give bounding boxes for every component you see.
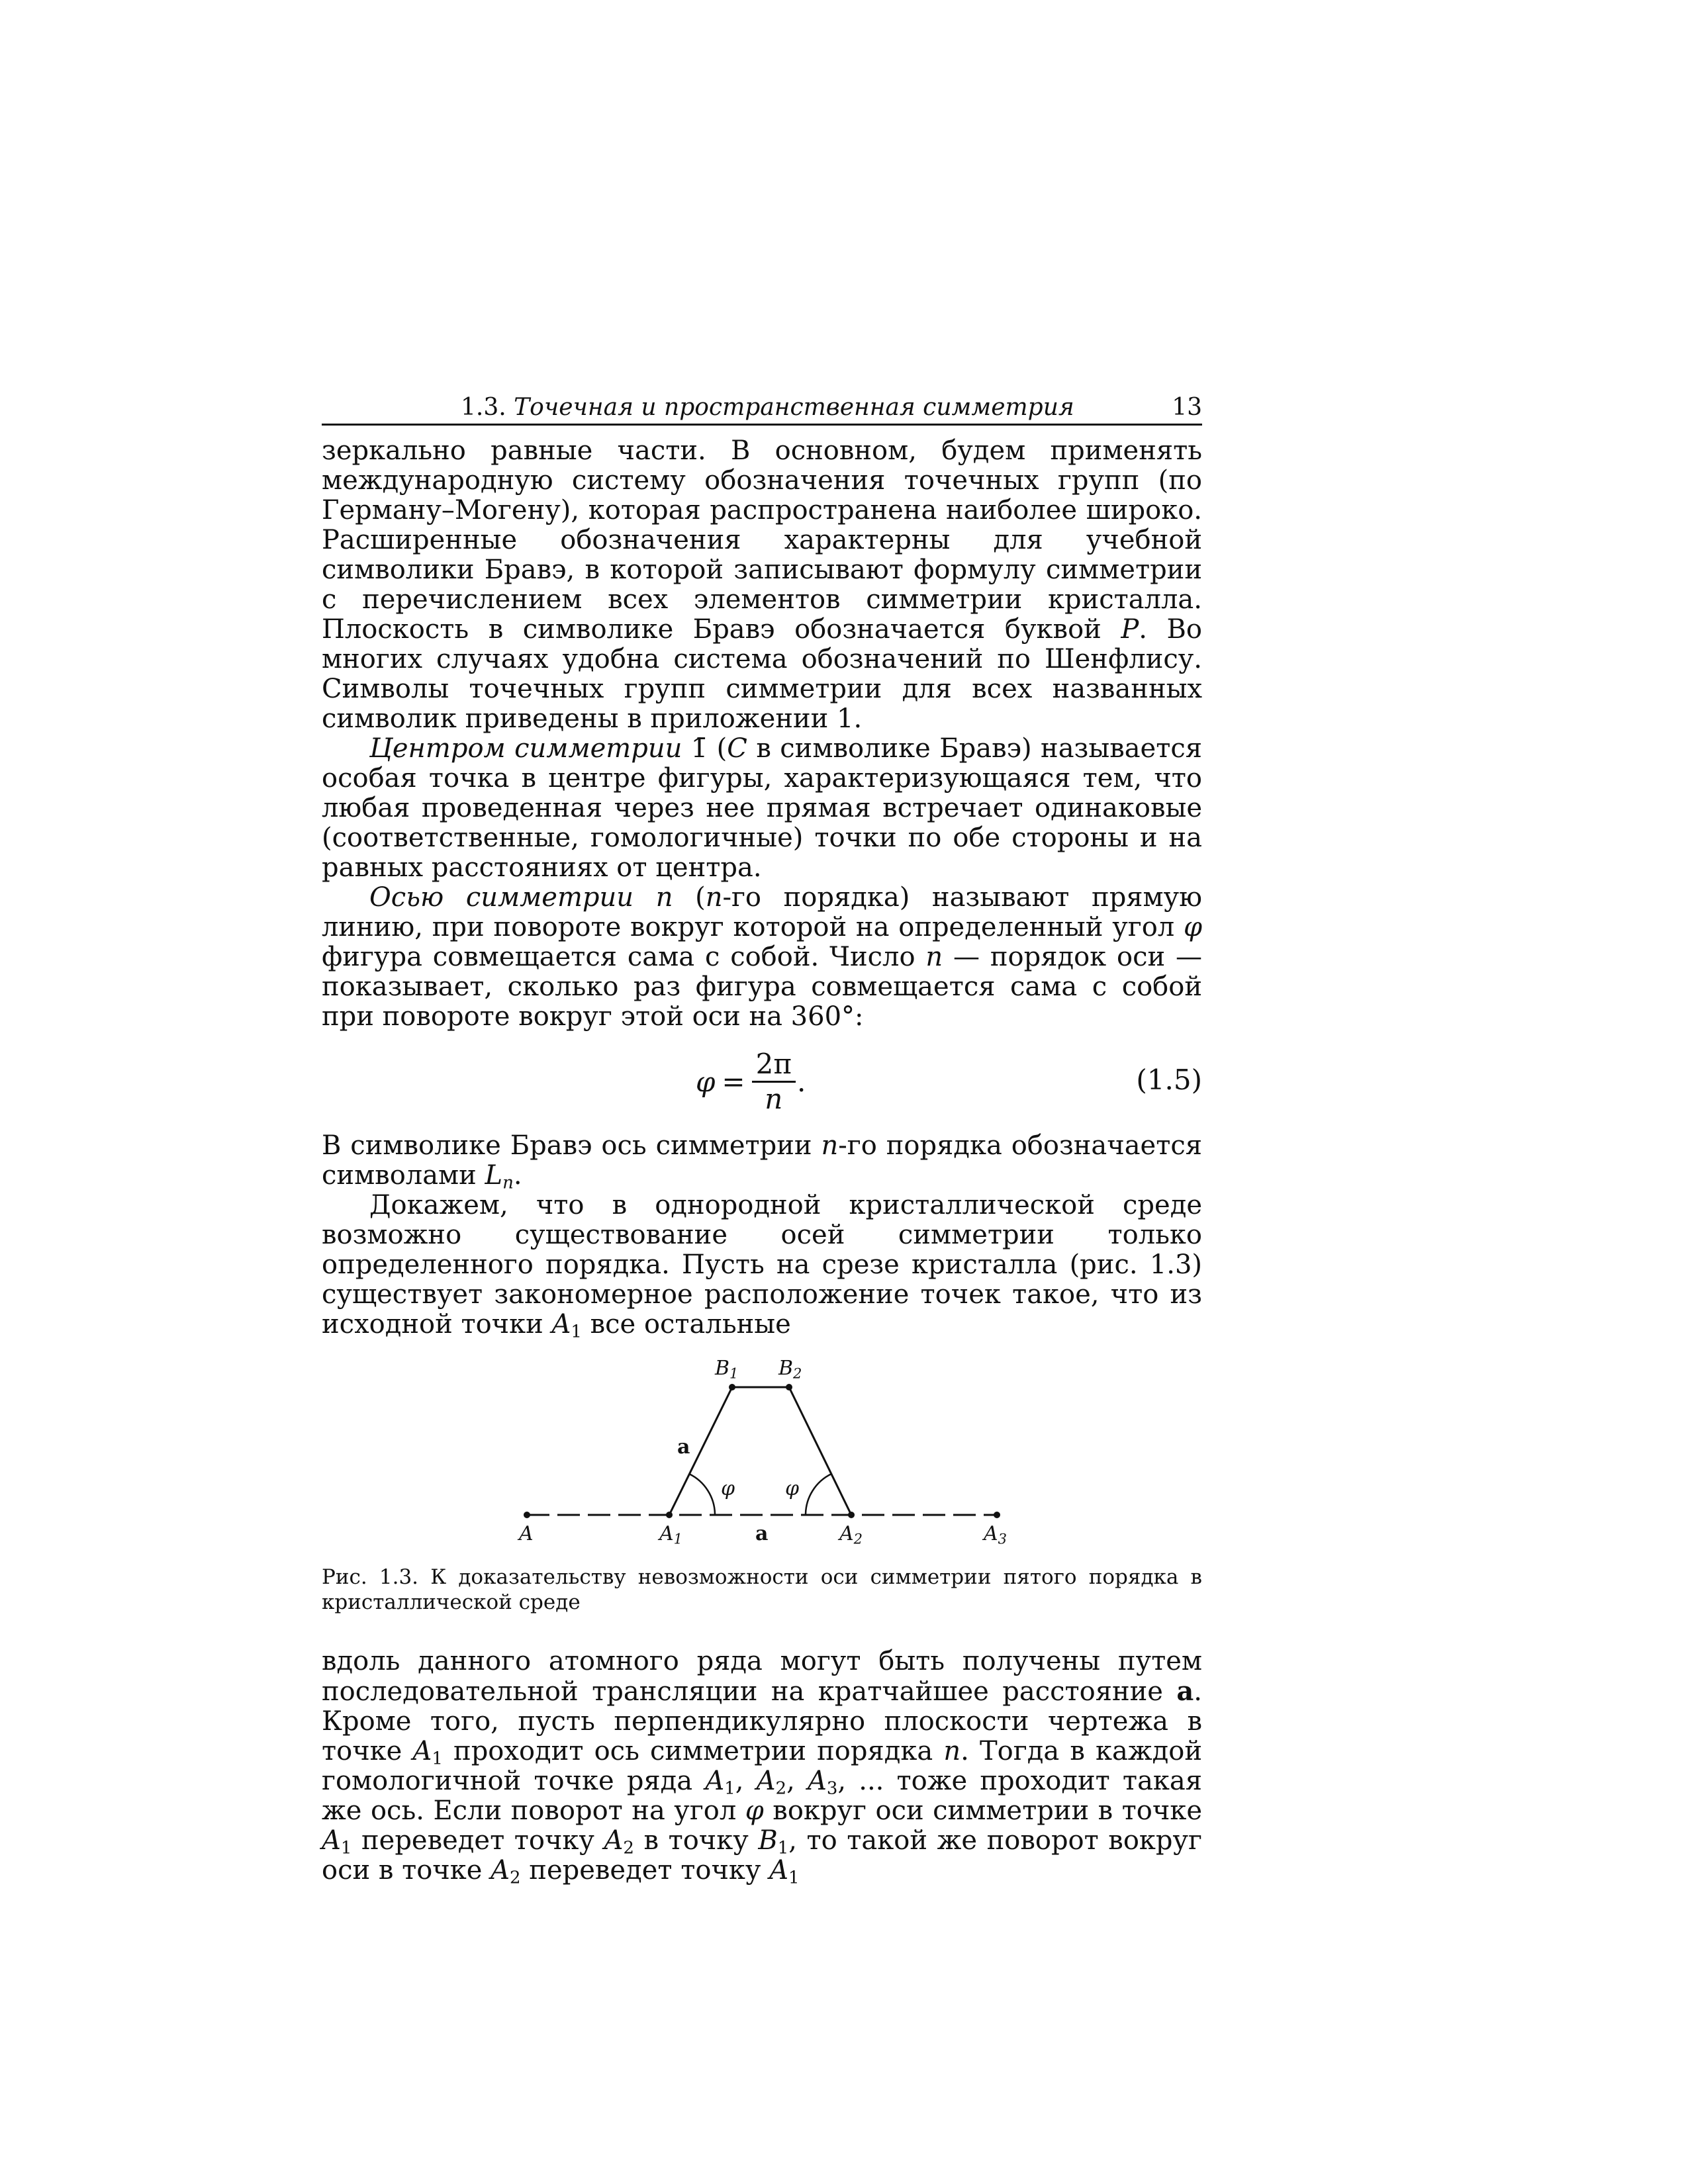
equals-sign: = bbox=[722, 1066, 745, 1098]
term: Центром симметрии bbox=[369, 733, 682, 764]
section-number: 1.3. bbox=[461, 394, 506, 421]
angle-arc-right bbox=[806, 1474, 831, 1515]
text: В символике Бравэ ось симметрии bbox=[322, 1130, 821, 1161]
math-var: A bbox=[322, 1825, 341, 1856]
label-base-a: a bbox=[755, 1522, 769, 1545]
text: Докажем, что в однородной кристаллической среде возможно существование осей симметрии только определенного порядка. Пусть на срезе кристалла (рис. 1.3) существует закономерное расположение точек такое, что из исходной точки bbox=[322, 1190, 1202, 1340]
text: . Во многих случаях удобна система обозначений по Шенфлису. Символы точечных групп симметрии для всех названных символик приведены в приложении 1. bbox=[322, 614, 1203, 734]
label-sub: 1 bbox=[673, 1531, 683, 1547]
text: зеркально равные части. В основном, будем применять международную систему обозначения точечных групп (по Герману–Могену), которая распространена наиболее широко. Расширенные обозначения характерны для учебной символики Бравэ, в которой записывают формулу симметрии с перечислением всех элементов симметрии кристалла. Плоскость в символике Бравэ обозначается буквой bbox=[322, 435, 1202, 645]
paragraph-5 bbox=[322, 1191, 1202, 1340]
math-var: A bbox=[807, 1766, 827, 1796]
text: . Тогда в каждой гомологичной точке ряда bbox=[322, 1736, 1202, 1796]
figure-1-3 bbox=[322, 1359, 1202, 1558]
label-b1 bbox=[715, 1357, 738, 1380]
vector-a: a bbox=[1176, 1676, 1194, 1707]
paragraph-6 bbox=[322, 1647, 1202, 1886]
math-var: φ bbox=[745, 1796, 764, 1826]
section-title: Точечная и пространственная симметрия bbox=[514, 394, 1074, 421]
text: , то такой же поворот вокруг оси в точке bbox=[322, 1825, 1203, 1886]
text: , ... тоже проходит такая же ось. Если поворот на угол bbox=[322, 1766, 1202, 1826]
text: фигура совмещается сама с собой. Число bbox=[322, 942, 926, 972]
label-letter: B bbox=[715, 1357, 730, 1380]
numerator: 2π bbox=[752, 1048, 796, 1083]
math-sub: 1 bbox=[571, 1322, 582, 1342]
math-sub: 2 bbox=[510, 1868, 521, 1888]
text: , bbox=[735, 1766, 757, 1796]
point-a bbox=[524, 1512, 530, 1518]
label-phi-left: φ bbox=[721, 1477, 735, 1500]
equation-period: . bbox=[796, 1066, 806, 1098]
page-number: 13 bbox=[1172, 394, 1202, 421]
text: — порядок оси — показывает, сколько раз фигура совмещается сама с собой при повороте вокруг этой оси на 360°: bbox=[322, 942, 1202, 1032]
text: переведет точку bbox=[352, 1825, 604, 1856]
math-symbol: 1̄ bbox=[690, 733, 708, 764]
math-var: C bbox=[727, 733, 747, 764]
text: ( bbox=[673, 882, 706, 913]
label-b2 bbox=[778, 1357, 802, 1380]
label-letter: A bbox=[839, 1522, 854, 1545]
label-sub: 2 bbox=[793, 1365, 802, 1382]
label-a: A bbox=[519, 1522, 534, 1545]
paragraph-3 bbox=[322, 883, 1202, 1032]
fraction bbox=[752, 1048, 796, 1116]
page bbox=[322, 389, 1202, 1886]
math-var: A bbox=[756, 1766, 776, 1796]
label-phi-right: φ bbox=[785, 1477, 800, 1500]
math-var: P bbox=[1121, 614, 1139, 645]
math-var: n bbox=[821, 1130, 839, 1161]
text: переведет точку bbox=[520, 1855, 770, 1886]
math-sub: 1 bbox=[777, 1838, 789, 1858]
text: -го порядка обозначается символами bbox=[322, 1130, 1202, 1191]
equation-1-5 bbox=[322, 1032, 1202, 1131]
label-sub: 1 bbox=[729, 1365, 739, 1382]
label-side-a: a bbox=[677, 1435, 690, 1459]
equation-lhs: φ bbox=[696, 1066, 716, 1098]
text: ( bbox=[708, 733, 727, 764]
paragraph-4 bbox=[322, 1131, 1202, 1191]
figure-caption: Рис. 1.3. К доказательству невозможности оси симметрии пятого порядка в кристаллической среде bbox=[322, 1565, 1202, 1614]
label-sub: 2 bbox=[853, 1531, 863, 1547]
paragraph-2 bbox=[322, 734, 1202, 883]
point-a2 bbox=[848, 1512, 855, 1518]
text: проходит ось симметрии порядка bbox=[442, 1736, 944, 1766]
point-b2 bbox=[786, 1384, 792, 1390]
math-var: n bbox=[655, 882, 673, 913]
math-var: n bbox=[925, 942, 943, 972]
text: . Кроме того, пусть перпендикулярно плоскости чертежа в точке bbox=[322, 1676, 1202, 1766]
running-head bbox=[322, 389, 1202, 426]
math-var: A bbox=[769, 1855, 789, 1886]
label-a3 bbox=[984, 1522, 1007, 1545]
paragraph-1 bbox=[322, 436, 1202, 734]
equation-number: (1.5) bbox=[1136, 1064, 1202, 1096]
label-sub: 3 bbox=[998, 1531, 1008, 1547]
math-var: φ bbox=[1183, 912, 1202, 942]
label-letter: A bbox=[984, 1522, 998, 1545]
term: Осью симметрии bbox=[369, 882, 634, 913]
denominator: n bbox=[765, 1083, 783, 1115]
angle-arc-left bbox=[689, 1474, 715, 1515]
point-a1 bbox=[666, 1512, 673, 1518]
math-var: A bbox=[412, 1736, 432, 1766]
math-var: L bbox=[485, 1160, 503, 1191]
text: в символике Бравэ) называется особая точка в центре фигуры, характеризующаяся тем, что любая проведенная через нее прямая встречает одинаковые (соответственные, гомологичные) точки по обе стороны и на равных расстояниях от центра. bbox=[322, 733, 1202, 883]
math-sub: 1 bbox=[432, 1749, 443, 1769]
math-var: A bbox=[604, 1825, 624, 1856]
text: , bbox=[786, 1766, 808, 1796]
equation-body bbox=[696, 1048, 806, 1116]
math-sub: 3 bbox=[826, 1778, 838, 1799]
math-sub: 1 bbox=[788, 1868, 800, 1888]
point-a3 bbox=[994, 1512, 1000, 1518]
math-var: n bbox=[943, 1736, 961, 1766]
text: все остальные bbox=[581, 1309, 791, 1340]
point-b1 bbox=[729, 1384, 735, 1390]
math-sub: 2 bbox=[623, 1838, 634, 1858]
text: вдоль данного атомного ряда могут быть получены путем последовательной трансляции на кратчайшее расстояние bbox=[322, 1646, 1202, 1707]
math-sub: 1 bbox=[724, 1778, 735, 1799]
running-head-title bbox=[461, 394, 1074, 421]
math-var: A bbox=[551, 1309, 571, 1340]
label-a2 bbox=[839, 1522, 863, 1545]
label-letter: A bbox=[659, 1522, 674, 1545]
math-var: B bbox=[758, 1825, 778, 1856]
text: . bbox=[513, 1160, 522, 1191]
label-letter: B bbox=[778, 1357, 794, 1380]
text: в точку bbox=[633, 1825, 759, 1856]
text: -го порядка) называют прямую линию, при повороте вокруг которой на определенный угол bbox=[322, 882, 1203, 942]
label-a1 bbox=[659, 1522, 682, 1545]
text: вокруг оси симметрии в точке bbox=[763, 1796, 1203, 1826]
math-sub: 2 bbox=[775, 1778, 787, 1799]
math-var: A bbox=[491, 1855, 510, 1886]
math-sub: 1 bbox=[340, 1838, 352, 1858]
math-var: n bbox=[705, 882, 723, 913]
math-sub: n bbox=[502, 1173, 514, 1193]
math-var: A bbox=[705, 1766, 725, 1796]
